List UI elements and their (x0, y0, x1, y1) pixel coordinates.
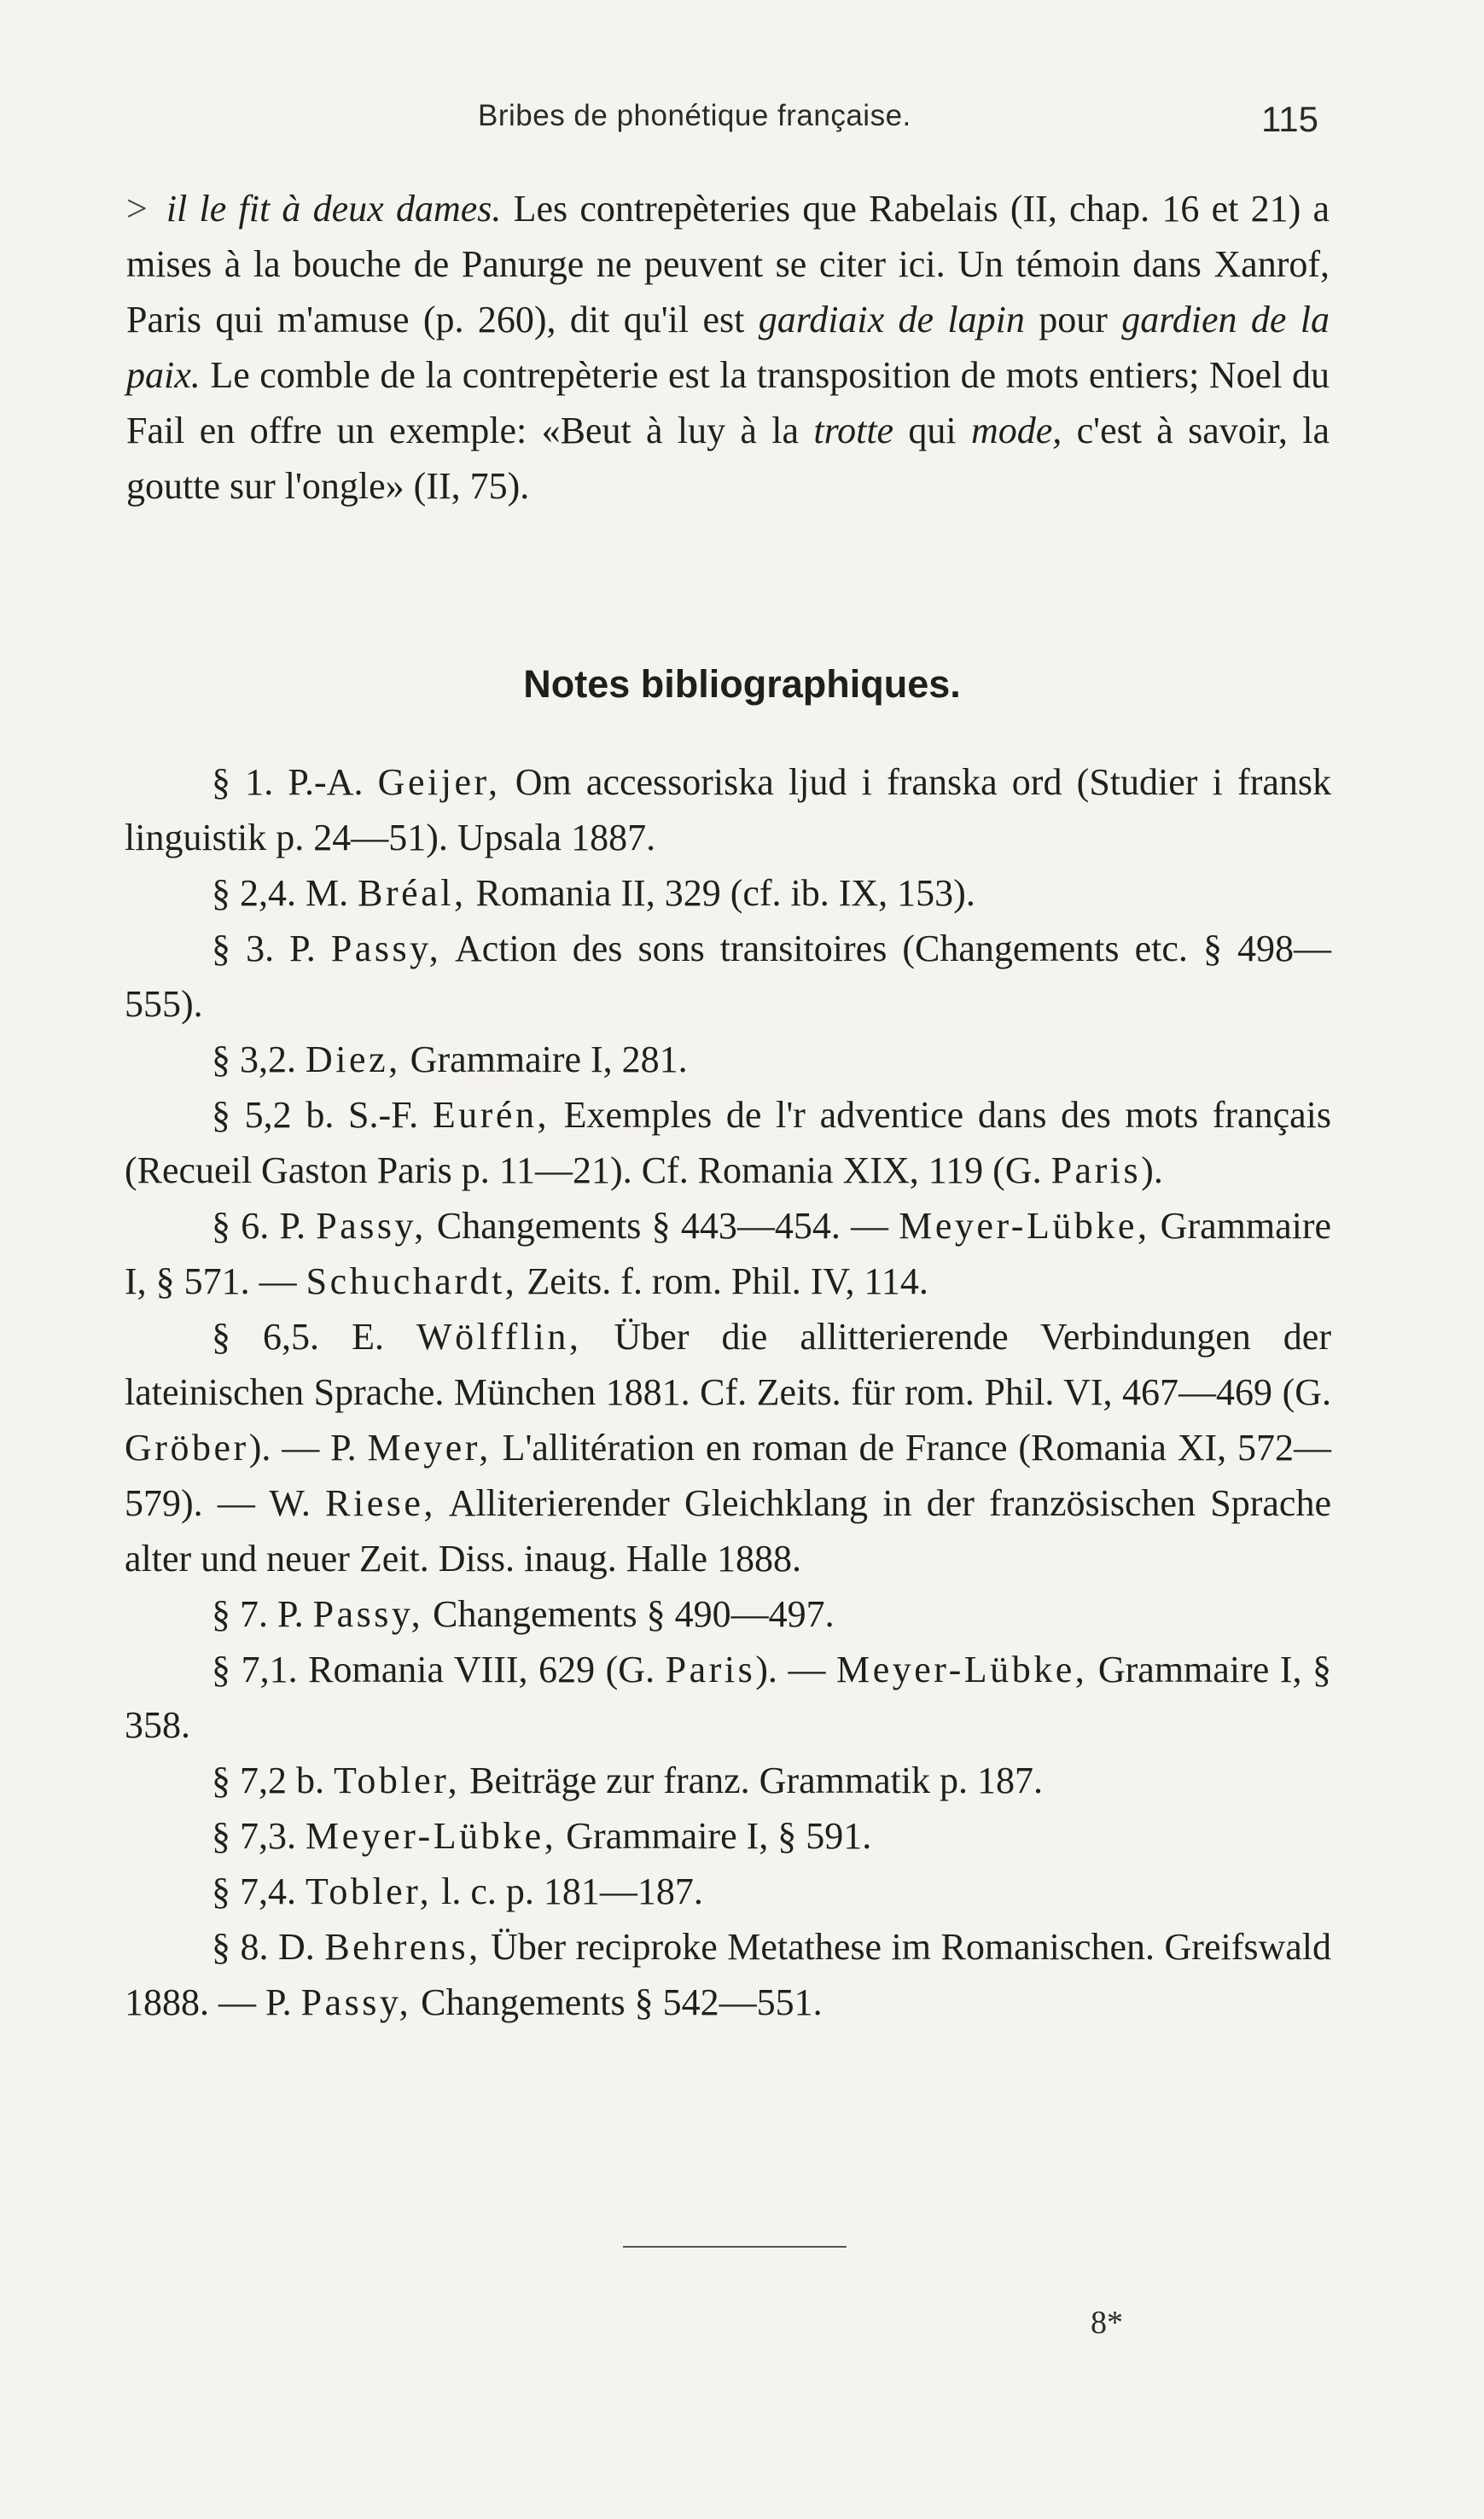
citation-text: Grammaire I, 281. (400, 1038, 688, 1080)
citation-text: ). (1141, 1149, 1163, 1191)
author-name: Meyer-Lübke, (899, 1205, 1150, 1247)
section-reference: § 1. (212, 761, 274, 803)
author-name: Schuchardt, (306, 1260, 518, 1302)
note-entry (125, 1642, 1331, 1753)
text-run: qui (893, 410, 971, 451)
note-entry (125, 1198, 1331, 1309)
note-entry (125, 754, 1331, 865)
author-name: Tobler, (306, 1870, 433, 1912)
section-reference: § 6. (212, 1205, 270, 1247)
continuation-paragraph (126, 181, 1330, 514)
citation-text: E. (319, 1316, 417, 1358)
author-name: Wölfflin, (416, 1316, 582, 1358)
note-entry (125, 865, 1331, 921)
page-header (0, 96, 1484, 147)
author-name: Paris (665, 1649, 756, 1690)
author-name: Diez, (306, 1038, 401, 1080)
note-entry (125, 1087, 1331, 1198)
author-name: Behrens, (324, 1926, 481, 1968)
author-name: Gröber (125, 1427, 249, 1469)
citation-text: Zeits. f. rom. Phil. IV, 114. (517, 1260, 928, 1302)
note-entry (125, 1586, 1331, 1642)
section-heading: Notes bibliographiques. (523, 662, 961, 706)
section-reference: § 7. (212, 1593, 268, 1635)
note-entry (125, 1032, 1331, 1087)
citation-text: P. (274, 928, 331, 969)
section-reference: § 7,2 b. (212, 1760, 324, 1801)
author-name: Meyer-Lübke, (836, 1649, 1088, 1690)
citation-text: D. (268, 1926, 325, 1968)
text-run: Le comble de la contrepèterie est la transposition de mots entiers; Noel du Fail en offre un exemple: «Beut à luy à la (126, 354, 1330, 451)
section-reference: § 8. (212, 1926, 269, 1968)
note-entry (125, 1808, 1331, 1864)
running-title: Bribes de phonétique française. (478, 99, 911, 132)
citation-text: Über die allitterierende Verbindungen der lateinischen Sprache. München 1881. Cf. Zeits. für rom. Phil. VI, 467—469 (G. (125, 1316, 1331, 1413)
section-reference: § 3. (212, 928, 275, 969)
section-reference: § 2,4. (212, 872, 296, 914)
arrow-marker: > (126, 188, 148, 230)
citation-text: Changements § 542—551. (411, 1981, 823, 2023)
author-name: Tobler, (334, 1760, 461, 1801)
author-name: Passy, (312, 1593, 424, 1635)
citation-text: P. (268, 1593, 313, 1635)
text-run: pour (1024, 299, 1122, 340)
citation-text: Alliterierender Gleichklang in der französischen Sprache alter und neuer Zeit. Diss. inaug. Halle 1888. (125, 1482, 1331, 1579)
signature-mark: 8* (1091, 2305, 1123, 2341)
citation-text: L'allitération en roman de France (Romania XI, 572—579). — W. (125, 1427, 1331, 1524)
italic-phrase: il le fit à deux dames. (166, 188, 502, 230)
note-entry (125, 1753, 1331, 1808)
author-name: Passy, (300, 1981, 412, 2023)
text-run: c'est à savoir, la goutte sur l'ongle» (II, 75). (126, 410, 1330, 507)
citation-text: Grammaire I, § 358. (125, 1649, 1332, 1746)
citation-text: Grammaire I, § 591. (556, 1815, 872, 1857)
section-reference: § 7,3. (212, 1815, 296, 1857)
paragraph-text (126, 181, 1330, 514)
italic-phrase: gardiaix de lapin (758, 299, 1025, 340)
author-name: Geijer, (377, 761, 501, 803)
citation-text: Changements § 443—454. — (426, 1205, 899, 1247)
italic-phrase: mode, (970, 410, 1062, 451)
author-name: Passy, (330, 928, 442, 969)
author-name: Paris (1050, 1149, 1142, 1191)
citation-text: ). — (755, 1649, 837, 1690)
author-name: Meyer, (367, 1427, 492, 1469)
page-number: 115 (1261, 99, 1318, 139)
bibliographic-notes (125, 754, 1331, 2030)
author-name: Eurén, (432, 1094, 550, 1136)
italic-phrase: gardien de la paix. (126, 299, 1330, 396)
citation-text: l. c. p. 181—187. (432, 1870, 703, 1912)
italic-phrase: trotte (813, 410, 894, 451)
citation-text (296, 1815, 306, 1857)
citation-text: P. (269, 1205, 317, 1247)
citation-text: Action des sons transitoires (Changements etc. § 498—555). (125, 928, 1332, 1025)
citation-text: M. (296, 872, 358, 914)
note-entry (125, 1309, 1331, 1586)
section-reference: § 7,4. (212, 1870, 296, 1912)
citation-text: ). — P. (248, 1427, 368, 1469)
citation-text: Beiträge zur franz. Grammatik p. 187. (460, 1760, 1044, 1801)
citation-text: P.-A. (273, 761, 378, 803)
author-name: Bréal, (358, 872, 467, 914)
section-reference: § 6,5. (212, 1316, 320, 1358)
text-run: Les contrepèteries que Rabelais (II, chap. 16 et 21) a mises à la bouche de Panurge ne peuvent se citer ici. Un témoin dans Xanrof, Paris qui m'amuse (p. 260), dit qu'il est (126, 188, 1330, 340)
citation-text: Changements § 490—497. (423, 1593, 835, 1635)
citation-text: Romania II, 329 (cf. ib. IX, 153). (466, 872, 975, 914)
citation-text: S.-F. (334, 1094, 433, 1136)
citation-text: Grammaire I, § 571. — (125, 1205, 1332, 1302)
section-reference: § 3,2. (212, 1038, 296, 1080)
citation-text (296, 1038, 306, 1080)
section-reference: § 5,2 b. (212, 1094, 335, 1136)
citation-text: Über reciproke Metathese im Romanischen. Greifswald 1888. — P. (125, 1926, 1332, 2023)
citation-text (324, 1760, 334, 1801)
author-name: Meyer-Lübke, (306, 1815, 557, 1857)
author-name: Passy, (316, 1205, 427, 1247)
citation-text: Om accessoriska ljud i franska ord (Studier i fransk linguistik p. 24—51). Upsala 1887. (125, 761, 1332, 858)
author-name: Riese, (325, 1482, 436, 1524)
citation-text: Exemples de l'r adventice dans des mots français (Recueil Gaston Paris p. 11—21). Cf. Romania XIX, 119 (G. (125, 1094, 1331, 1191)
note-entry (125, 921, 1331, 1032)
citation-text (296, 1870, 306, 1912)
citation-text: Romania VIII, 629 (G. (297, 1649, 666, 1690)
section-reference: § 7,1. (212, 1649, 298, 1690)
footer-rule (623, 2246, 847, 2248)
note-entry (125, 1864, 1331, 1919)
note-entry (125, 1919, 1331, 2030)
